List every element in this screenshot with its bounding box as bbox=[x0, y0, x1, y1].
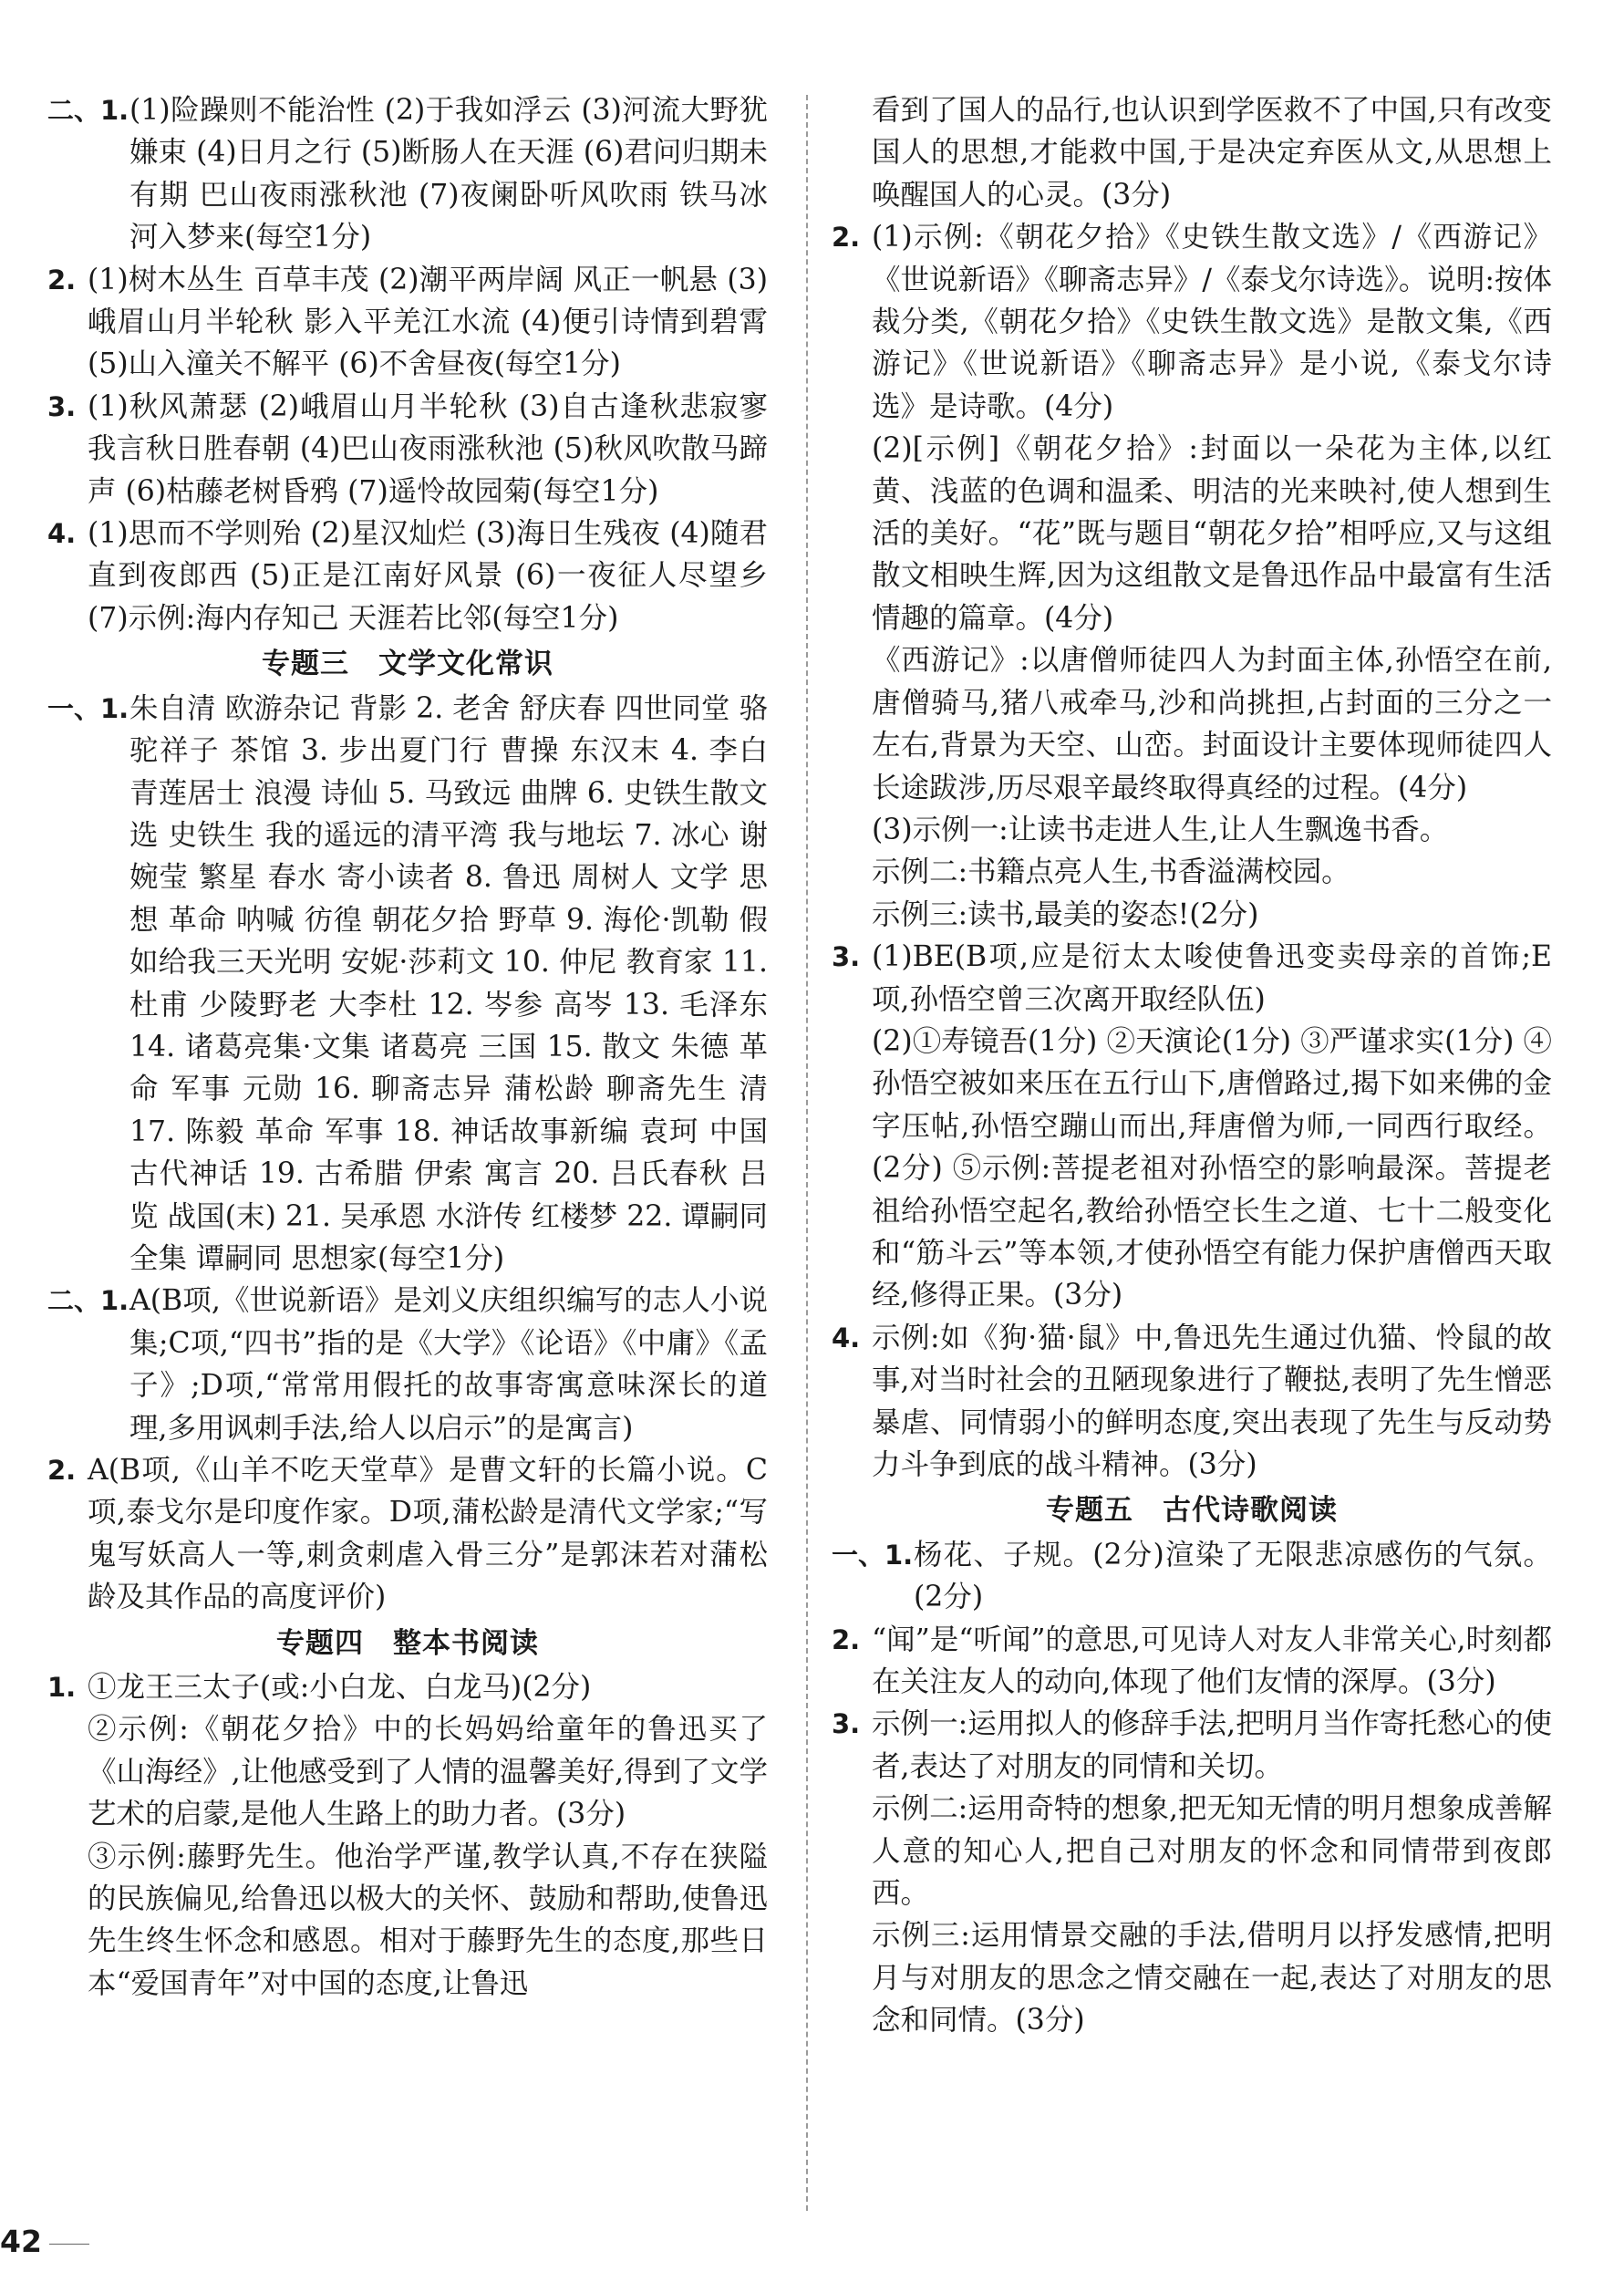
answer-text: (1)险躁则不能治性 (2)于我如浮云 (3)河流大野犹嫌束 (4)日月之行 (5)断肠人在天涯 (6)君问归期未有期 巴山夜雨涨秋池 (7)夜阑卧听风吹雨 铁马冰河入梦来(每空1分) bbox=[129, 94, 768, 254]
literature-q2-2 bbox=[47, 1449, 768, 1619]
fill-blank-q2 bbox=[47, 259, 768, 386]
answer-text: (1)树木丛生 百草丰茂 (2)潮平两岸阔 风正一帆悬 (3)峨眉山月半轮秋 影入平羌江水流 (4)便引诗情到碧霄 (5)山入潼关不解平 (6)不舍昼夜(每空1分) bbox=[88, 263, 768, 381]
answer-part-4: (3)示例一:让读书走进人生,让人生飘逸书香。 bbox=[872, 813, 1449, 846]
answer-text: A(B项,《山羊不吃天堂草》是曹文轩的长篇小说。C项,泰戈尔是印度作家。D项,蒲松龄是清代文学家;“写鬼写妖高人一等,刺贪刺虐入骨三分”是郭沫若对蒲松龄及其作品的高度评价) bbox=[88, 1454, 768, 1614]
book-reading-q2 bbox=[832, 216, 1552, 936]
book-reading-q4 bbox=[832, 1317, 1552, 1487]
question-number: 2. bbox=[832, 1623, 861, 1655]
answer-part-2: (2)[示例]《朝花夕拾》:封面以一朵花为主体,以红黄、浅蓝的色调和温柔、明洁的光来映衬,使人想到生活的美好。“花”既与题目“朝花夕拾”相呼应,又与这组散文相映生辉,因为这组散文是鲁迅作品中最富有生活情趣的篇章。(4分) bbox=[872, 432, 1552, 635]
answer-part-2: (2)①寿镜吾(1分) ②天演论(1分) ③严谨求实(1分) ④孙悟空被如来压在五行山下,唐僧路过,揭下如来佛的金字压帖,孙悟空蹦山而出,拜唐僧为师,一同西行取经。(2分) ⑤示例:菩提老祖对孙悟空的影响最深。菩提老祖给孙悟空起名,教给孙悟空长生之道、七十二般变化和“筋斗云”等本领,才使孙悟空有能力保护唐僧西天取经,修得正果。(3分) bbox=[872, 1024, 1552, 1312]
question-number: 2. bbox=[47, 264, 77, 296]
section-title-3: 专题三 文学文化常识 bbox=[262, 648, 553, 681]
page-number-rule bbox=[49, 2244, 89, 2245]
answer-text: 杨花、子规。(2分)渲染了无限悲凉感伤的气氛。(2分) bbox=[914, 1538, 1552, 1614]
answer-part-1: 示例一:运用拟人的修辞手法,把明月当作寄托愁心的使者,表达了对朋友的同情和关切。 bbox=[872, 1707, 1552, 1783]
question-number: 3. bbox=[832, 1708, 861, 1740]
answer-part-3: 《西游记》:以唐僧师徒四人为封面主体,孙悟空在前,唐僧骑马,猪八戒牵马,沙和尚挑担,占封面的三分之一左右,背景为天空、山峦。封面设计主要体现师徒四人长途跋涉,历尽艰辛最终取得真经的过程。(4分) bbox=[872, 644, 1552, 804]
literature-q2-1 bbox=[47, 1280, 768, 1449]
continued-text: 看到了国人的品行,也认识到学医救不了中国,只有改变国人的思想,才能救中国,于是决定弃医从文,从思想上唤醒国人的心灵。(3分) bbox=[872, 94, 1552, 212]
answer-part-1: (1)BE(B项,应是衍太太唆使鲁迅变卖母亲的首饰;E项,孙悟空曾三次离开取经队伍) bbox=[872, 940, 1552, 1016]
fill-blank-q3 bbox=[47, 386, 768, 513]
answer-part-2: 示例二:运用奇特的想象,把无知无情的明月想象成善解人意的知心人,把自己对朋友的怀念和同情带到夜郎西。 bbox=[872, 1792, 1552, 1911]
question-number: 二、1. bbox=[47, 95, 129, 126]
right-column bbox=[832, 89, 1552, 2042]
answer-text: “闻”是“听闻”的意思,可见诗人对友人非常关心,时刻都在关注友人的动向,体现了他们友情的深厚。(3分) bbox=[872, 1623, 1552, 1699]
question-number: 3. bbox=[832, 941, 861, 973]
answer-part-1: ①龙王三太子(或:小白龙、白龙马)(2分) bbox=[88, 1671, 592, 1705]
answer-part-2: ②示例:《朝花夕拾》中的长妈妈给童年的鲁迅买了《山海经》,让他感受到了人情的温馨美好,得到了文学艺术的启蒙,是他人生路上的助力者。(3分) bbox=[88, 1713, 768, 1831]
answer-part-5: 示例二:书籍点亮人生,书香溢满校园。 bbox=[872, 856, 1350, 889]
question-number: 一、1. bbox=[47, 692, 129, 724]
answer-text: 朱自清 欧游杂记 背影 2. 老舍 舒庆春 四世同堂 骆驼祥子 茶馆 3. 步出夏门行 曹操 东汉末 4. 李白 青莲居士 浪漫 诗仙 5. 马致远 曲牌 6. 史铁生散文选 史铁生 我的遥远的清平湾 我与地坛 7. 冰心 谢婉莹 繁星 春水 寄小读者 8. 鲁迅 周树人 文学 思想 革命 呐喊 彷徨 朝花夕拾 野草 9. 海伦·凯勒 假如给我三天光明 安妮·莎莉文 10. 仲尼 教育家 11. 杜甫 少陵野老 大李杜 12. 岑参 高岑 13. 毛泽东 14. 诸葛亮集·文集 诸葛亮 三国 15. 散文 朱德 革命 军事 元勋 16. 聊斋志异 蒲松龄 聊斋先生 清 17. 陈毅 革命 军事 18. 神话故事新编 袁珂 中国古代神话 19. 古希腊 伊索 寓言 20. 吕氏春秋 吕览 战国(末) 21. 吴承恩 水浒传 红楼梦 22. 谭嗣同全集 谭嗣同 思想家(每空1分) bbox=[129, 691, 768, 1275]
poetry-q3 bbox=[832, 1703, 1552, 2041]
fill-blank-q4 bbox=[47, 513, 768, 639]
answer-part-3: 示例三:运用情景交融的手法,借明月以抒发感情,把明月与对朋友的思念之情交融在一起,表达了对朋友的思念和同情。(3分) bbox=[872, 1919, 1552, 2038]
fill-blank-q1 bbox=[47, 89, 768, 259]
answer-part-1: (1)示例:《朝花夕拾》《史铁生散文选》/《西游记》《世说新语》《聊斋志异》/《泰戈尔诗选》。说明:按体裁分类,《朝花夕拾》《史铁生散文选》是散文集,《西游记》《世说新语》《聊斋志异》是小说,《泰戈尔诗选》是诗歌。(4分) bbox=[872, 221, 1552, 423]
poetry-q2 bbox=[832, 1619, 1552, 1704]
literature-q1 bbox=[47, 688, 768, 1281]
section-title-4: 专题四 整本书阅读 bbox=[276, 1626, 539, 1660]
question-number: 3. bbox=[47, 390, 77, 422]
page-number: 42 bbox=[0, 2224, 42, 2259]
question-number: 1. bbox=[47, 1672, 77, 1704]
question-number: 4. bbox=[832, 1322, 861, 1353]
book-reading-q1 bbox=[47, 1666, 768, 2005]
answer-text: A(B项,《世说新语》是刘义庆组织编写的志人小说集;C项,“四书”指的是《大学》《论语》《中庸》《孟子》;D项,“常常用假托的故事寄寓意味深长的道理,多用讽刺手法,给人以启示”的是寓言) bbox=[129, 1284, 768, 1445]
section-title-5: 专题五 古代诗歌阅读 bbox=[1046, 1494, 1338, 1528]
book-reading-q3 bbox=[832, 936, 1552, 1317]
answer-text: (1)思而不学则殆 (2)星汉灿烂 (3)海日生残夜 (4)随君直到夜郎西 (5)正是江南好风景 (6)一夜征人尽望乡 (7)示例:海内存知己 天涯若比邻(每空1分) bbox=[88, 517, 768, 635]
question-number: 2. bbox=[47, 1455, 77, 1486]
question-number: 一、1. bbox=[832, 1539, 914, 1571]
left-column bbox=[47, 89, 768, 2005]
answer-text: 示例:如《狗·猫·鼠》中,鲁迅先生通过仇猫、怜鼠的故事,对当时社会的丑陋现象进行了鞭挞,表明了先生憎恶暴虐、同情弱小的鲜明态度,突出表现了先生与反动势力斗争到底的战斗精神。(3分) bbox=[872, 1321, 1552, 1481]
answer-part-6: 示例三:读书,最美的姿态!(2分) bbox=[872, 897, 1259, 931]
answer-text: (1)秋风萧瑟 (2)峨眉山月半轮秋 (3)自古逢秋悲寂寥 我言秋日胜春朝 (4)巴山夜雨涨秋池 (5)秋风吹散马蹄声 (6)枯藤老树昏鸦 (7)遥怜故园菊(每空1分) bbox=[88, 389, 768, 508]
column-divider bbox=[806, 95, 808, 2211]
question-number: 2. bbox=[832, 222, 861, 254]
answer-part-3: ③示例:藤野先生。他治学严谨,教学认真,不存在狭隘的民族偏见,给鲁迅以极大的关怀、鼓励和帮助,使鲁迅先生终生怀念和感恩。相对于藤野先生的态度,那些日本“爱国青年”对中国的态度,让鲁迅 bbox=[88, 1840, 768, 2000]
poetry-q1 bbox=[832, 1534, 1552, 1619]
question-number: 4. bbox=[47, 518, 77, 550]
question-number: 二、1. bbox=[47, 1285, 129, 1317]
